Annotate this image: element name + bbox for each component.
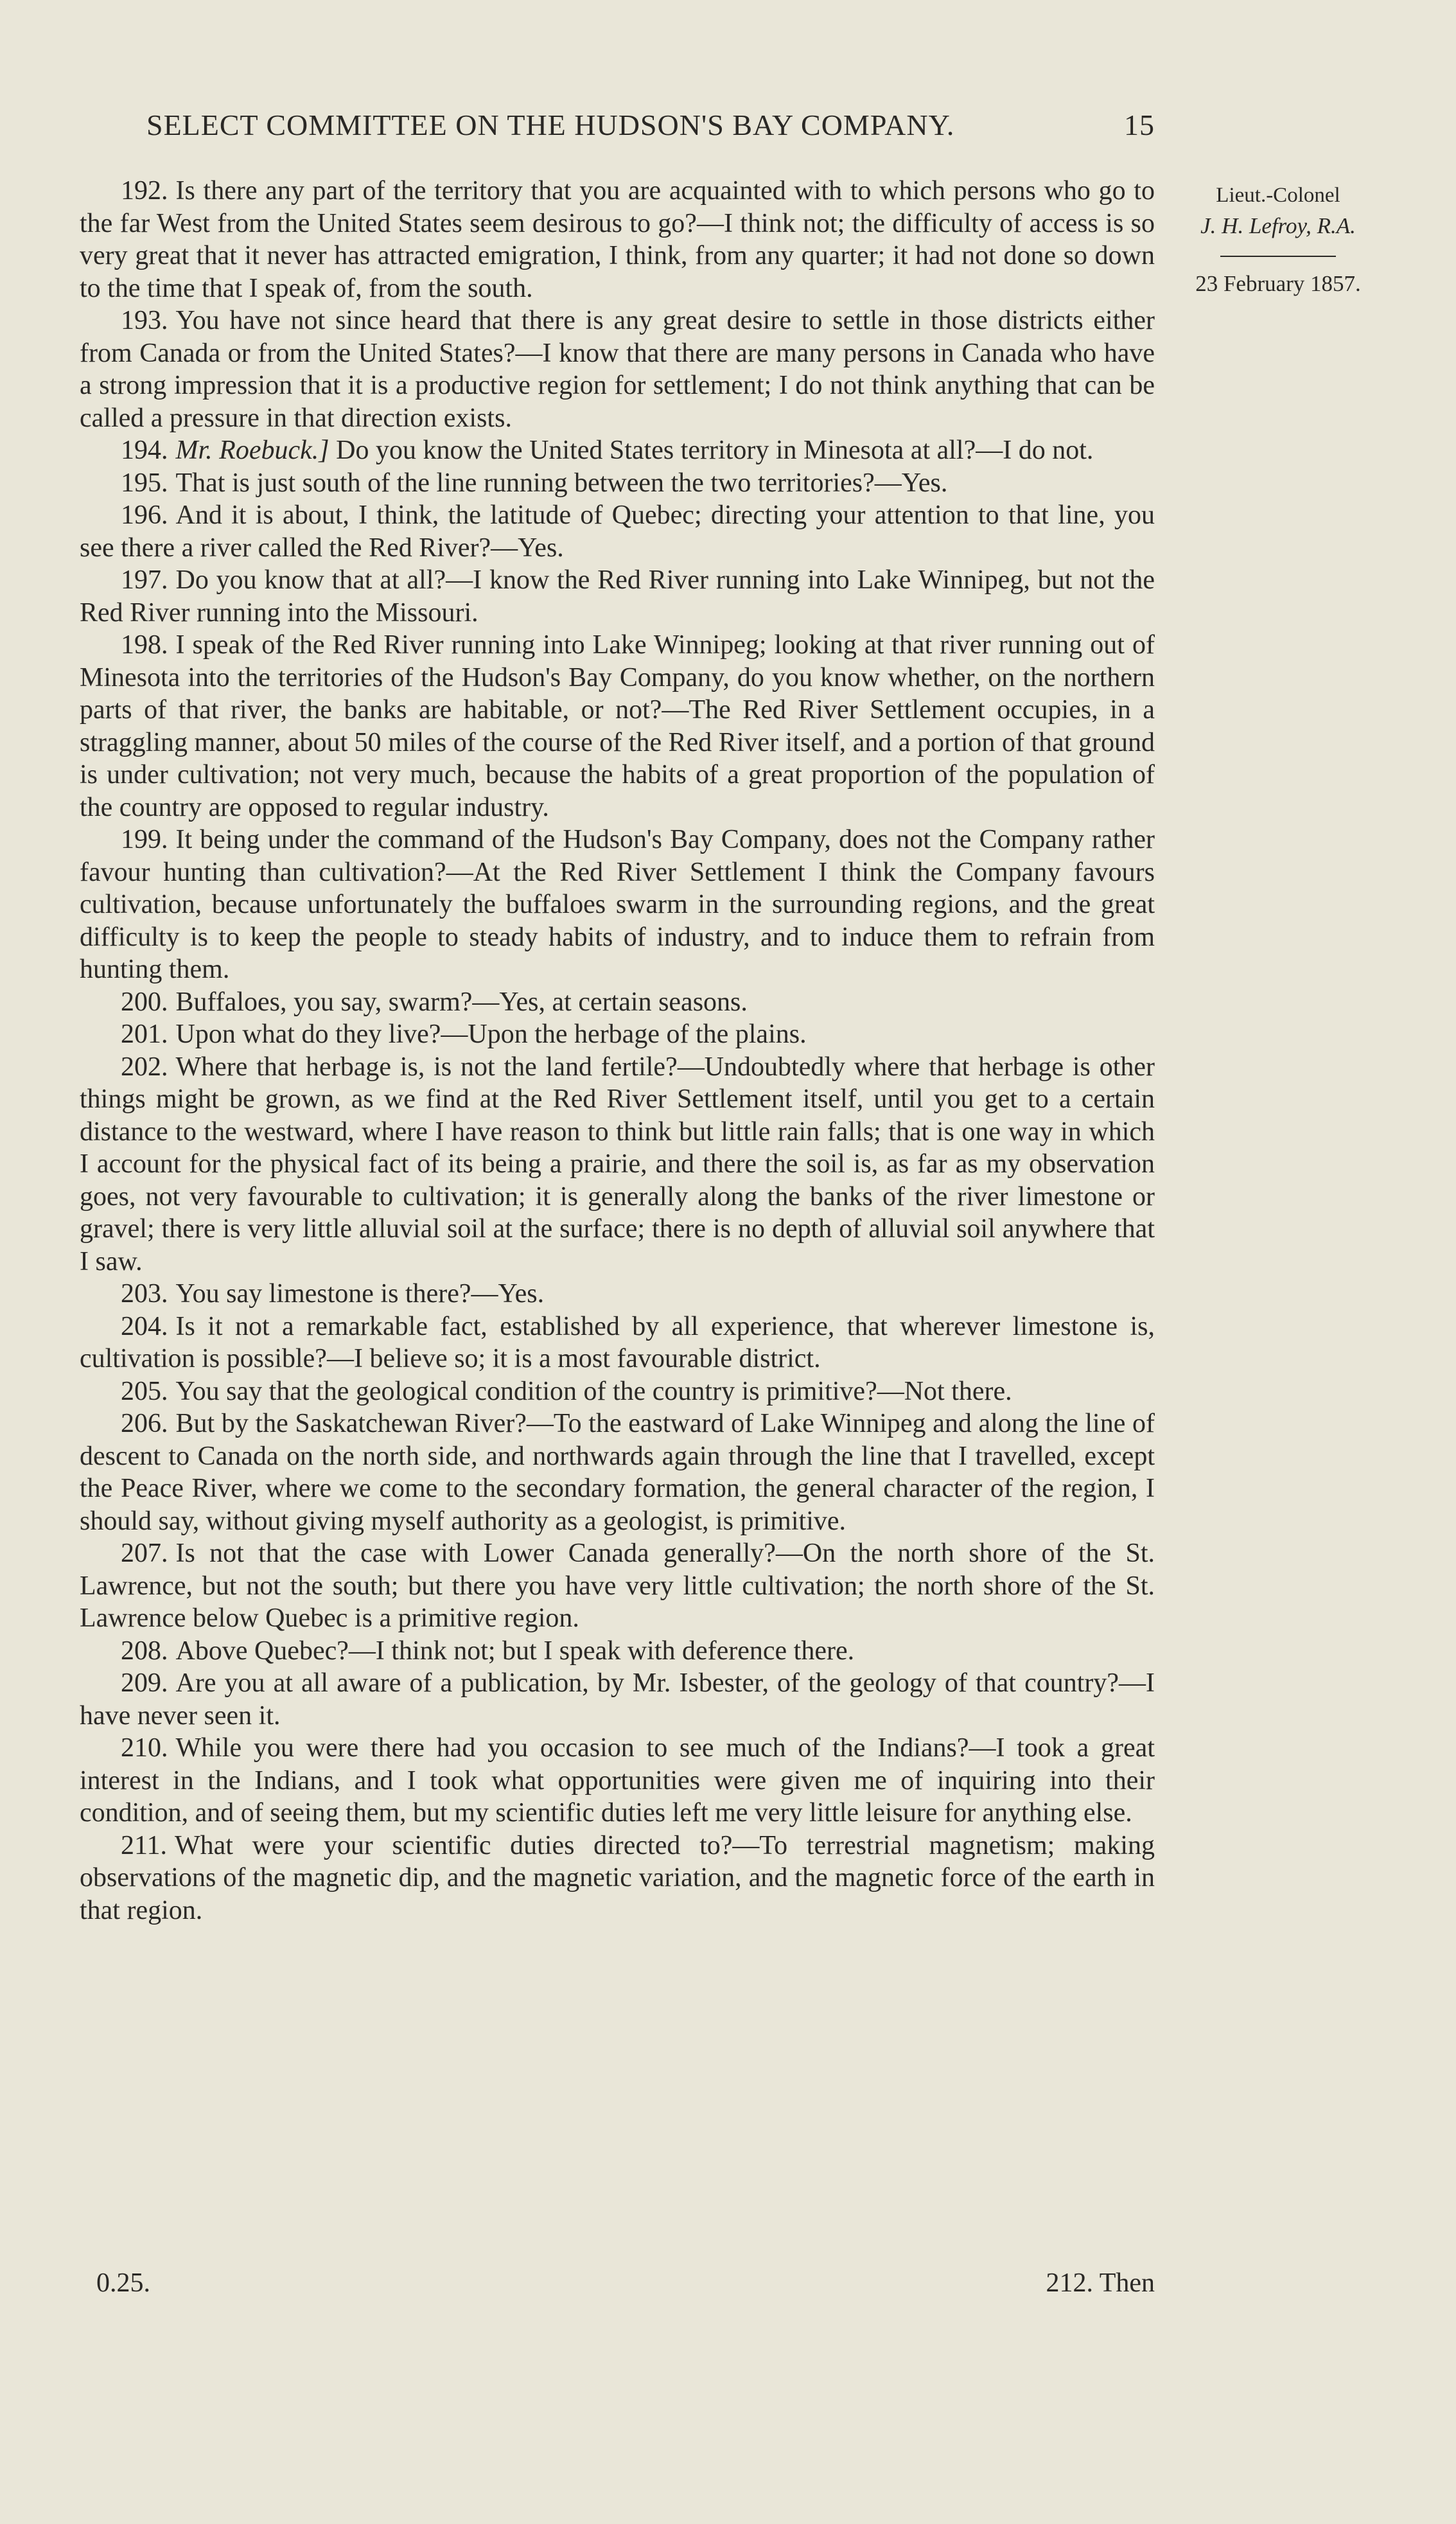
- question-number: 194.: [121, 436, 168, 465]
- witness-rank: Lieut.-Colonel: [1216, 184, 1340, 207]
- question-text: It being under the command of the Hudson's Bay Company, does not the Company rather favour hunting than cultivation?—At the Red River Settlement I think the Company favours cultivation, because unfortunately the buffaloes swarm in the surrounding regions, and the great difficulty is to keep the people to steady habits of industry, and to induce them to refrain from hunting them.: [80, 825, 1155, 984]
- question-text: While you were there had you occasion to see much of the Indians?—I took a great interest in the Indians, and I took what opportunities were given me of inquiring into their condition, and of seeing them, but my scientific duties left me very little leisure for anything else.: [80, 1733, 1155, 1828]
- question-paragraph: [80, 986, 1155, 1019]
- question-paragraph: [80, 1018, 1155, 1051]
- catchword: 212. Then: [1046, 2268, 1155, 2298]
- question-text: Are you at all aware of a publication, by Mr. Isbester, of the geology of that country?—I have never seen it.: [80, 1668, 1155, 1731]
- question-number: 208.: [121, 1636, 168, 1666]
- question-paragraph: [80, 1375, 1155, 1408]
- question-paragraph: [80, 1051, 1155, 1278]
- question-number: 198.: [121, 630, 168, 660]
- question-text: But by the Saskatchewan River?—To the eastward of Lake Winnipeg and along the line of descent to Canada on the north side, and northwards again through the line that I travelled, except the Peace River, where we come to the secondary formation, the general character of the region, I should say, without giving myself authority as a geologist, is primitive.: [80, 1409, 1155, 1536]
- question-text: Do you know the United States territory in Minesota at all?—I do not.: [336, 436, 1094, 465]
- question-text: I speak of the Red River running into Lake Winnipeg; looking at that river running out of Minesota into the territories of the Hudson's Bay Company, do you know whether, on the northern parts of that river, the banks are habitable, or not?—The Red River Settlement occupies, in a straggling manner, about 50 miles of the course of the Red River itself, and a portion of that ground is under cultivation; not very much, because the habits of a great proportion of the population of the country are opposed to regular industry.: [80, 630, 1155, 822]
- question-number: 211.: [121, 1830, 167, 1860]
- question-text: Where that herbage is, is not the land fertile?—Undoubtedly where that herbage is other things might be grown, as we find at the Red River Settlement itself, until you get to a certain distance to the westward, where I have reason to think but little rain falls; that is one way in which I account for the physical fact of its being a prairie, and there the soil is, as far as my observation goes, not very favourable to cultivation; it is generally along the banks of the river limestone or gravel; there is very little alluvial soil at the surface; there is no depth of alluvial soil anywhere that I saw.: [80, 1052, 1155, 1276]
- question-number: 204.: [121, 1311, 168, 1341]
- question-number: 193.: [121, 306, 168, 335]
- question-number: 196.: [121, 500, 168, 530]
- question-text: Buffaloes, you say, swarm?—Yes, at certain seasons.: [175, 987, 748, 1017]
- question-number: 201.: [121, 1019, 168, 1049]
- question-text: You say that the geological condition of the country is primitive?—Not there.: [175, 1376, 1012, 1406]
- question-paragraph: [80, 629, 1155, 824]
- question-number: 209.: [121, 1668, 168, 1698]
- margin-note: [1172, 180, 1384, 299]
- question-text: You say limestone is there?—Yes.: [175, 1279, 545, 1309]
- question-text: Is not that the case with Lower Canada generally?—On the north shore of the St. Lawrence, but not the south; but there you have very little cultivation; the north shore of the St. Lawrence below Quebec is a primitive region.: [80, 1539, 1155, 1633]
- question-number: 200.: [121, 987, 168, 1017]
- printer-signature: 0.25.: [96, 2268, 150, 2298]
- testimony-date: 23 February 1857.: [1195, 271, 1361, 296]
- question-number: 195.: [121, 468, 168, 498]
- question-paragraph: [80, 564, 1155, 629]
- question-paragraph: [80, 1537, 1155, 1635]
- question-paragraph: [80, 175, 1155, 304]
- question-paragraph: [80, 824, 1155, 986]
- question-number: 192.: [121, 176, 168, 206]
- question-paragraph: [80, 1408, 1155, 1537]
- question-paragraph: [80, 1635, 1155, 1668]
- question-paragraph: [80, 1278, 1155, 1311]
- question-number: 210.: [121, 1733, 168, 1763]
- question-text: Is there any part of the territory that you are acquainted with to which persons who go to the far West from the United States seem desirous to go?—I think not; the difficulty of access is so very great that it never has attracted emigration, I think, from any quarter; it had not done so down to the time that I speak of, from the south.: [80, 176, 1155, 303]
- question-number: 202.: [121, 1052, 168, 1082]
- question-text: Upon what do they live?—Upon the herbage of the plains.: [175, 1019, 807, 1049]
- question-text: You have not since heard that there is any great desire to settle in those districts either from Canada or from the United States?—I know that there are many persons in Canada who have a strong impression that it is a productive region for settlement; I do not think anything that can be called a pressure in that direction exists.: [80, 306, 1155, 433]
- question-text: Is it not a remarkable fact, established by all experience, that wherever limestone is, cultivation is possible?—I believe so; it is a most favourable district.: [80, 1311, 1155, 1373]
- question-paragraph: [80, 499, 1155, 564]
- page-title: SELECT COMMITTEE ON THE HUDSON'S BAY COMPANY.: [146, 109, 955, 141]
- margin-divider: [1220, 256, 1336, 257]
- question-text: Do you know that at all?—I know the Red River running into Lake Winnipeg, but not the Red River running into the Missouri.: [80, 565, 1155, 628]
- question-text: And it is about, I think, the latitude of Quebec; directing your attention to that line, you see there a river called the Red River?—Yes.: [80, 500, 1155, 563]
- question-number: 207.: [121, 1539, 168, 1568]
- question-text: That is just south of the line running between the two territories?—Yes.: [175, 468, 948, 498]
- speaker-name: Mr. Roebuck.]: [175, 436, 329, 465]
- question-number: 199.: [121, 825, 168, 854]
- question-paragraph: [80, 1732, 1155, 1830]
- question-paragraph: [80, 304, 1155, 434]
- question-number: 197.: [121, 565, 168, 595]
- question-number: 205.: [121, 1376, 168, 1406]
- question-number: 203.: [121, 1279, 168, 1309]
- question-paragraph: [80, 467, 1155, 500]
- question-text: Above Quebec?—I think not; but I speak with deference there.: [175, 1636, 855, 1666]
- page-number: 15: [1124, 109, 1155, 141]
- question-paragraph: [80, 1311, 1155, 1375]
- witness-name: J. H. Lefroy, R.A.: [1200, 213, 1356, 238]
- testimony-body: [80, 175, 1155, 1927]
- running-header: [146, 108, 1155, 142]
- question-paragraph: [80, 1830, 1155, 1927]
- question-paragraph: [80, 434, 1155, 467]
- question-number: 206.: [121, 1409, 168, 1438]
- question-text: What were your scientific duties directed to?—To terrestrial magnetism; making observations of the magnetic dip, and the magnetic variation, and the magnetic force of the earth in that region.: [80, 1830, 1155, 1925]
- question-paragraph: [80, 1667, 1155, 1732]
